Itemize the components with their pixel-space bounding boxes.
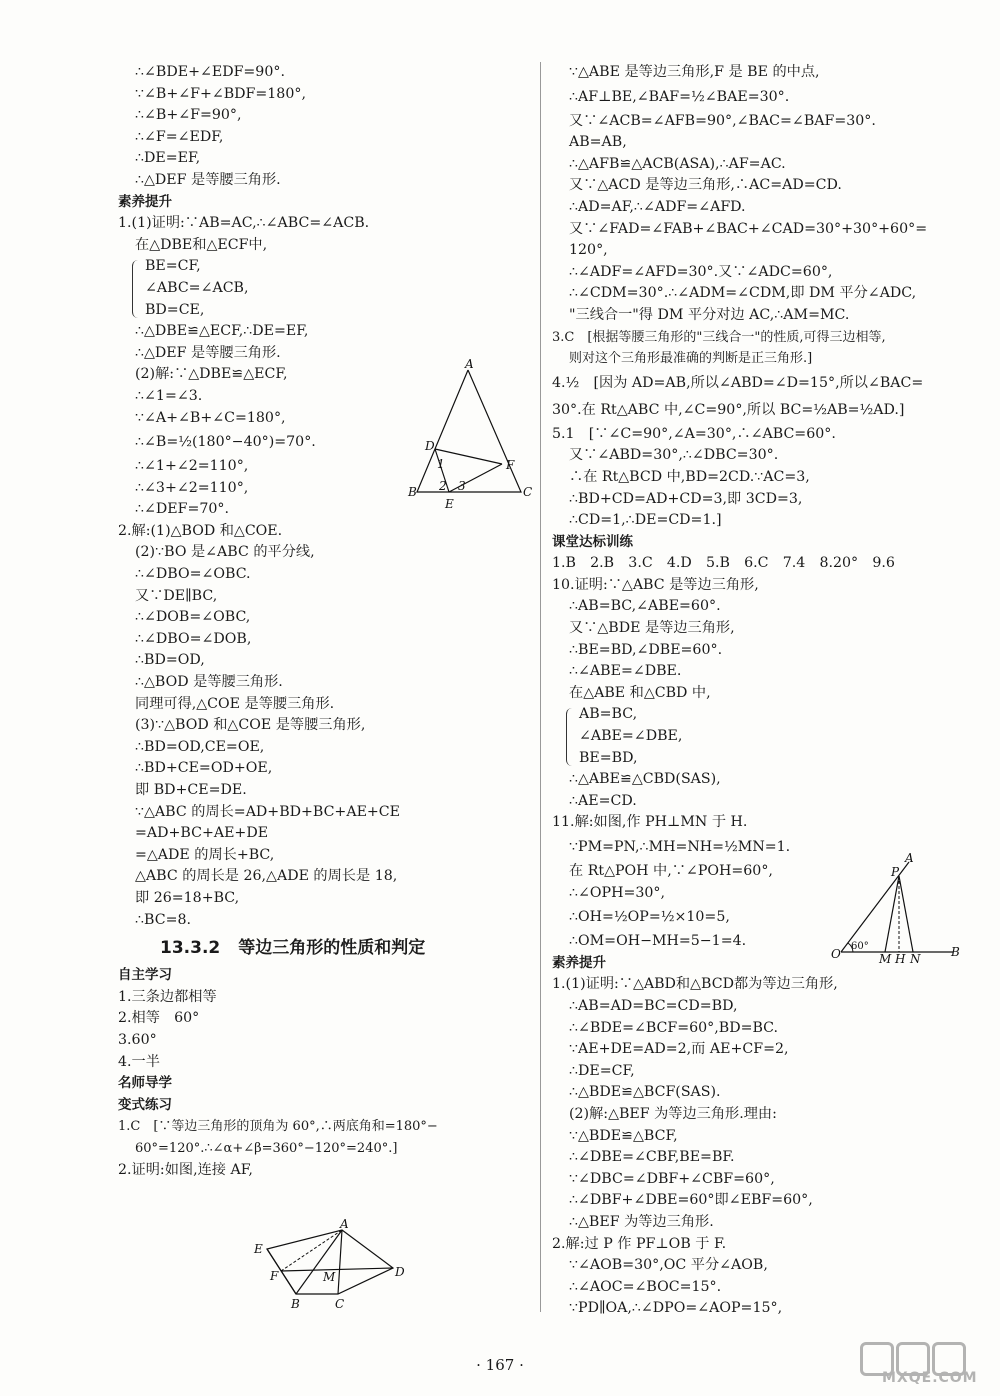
column-divider: [540, 62, 541, 1312]
label-d: D: [395, 1265, 405, 1279]
label-1: 1: [437, 457, 445, 471]
label-b: B: [951, 945, 960, 959]
text-line: ∴DE=EF,: [135, 150, 201, 167]
text-line: (2)解:∵△DBE≌△ECF,: [135, 366, 288, 383]
text-line: 60°=120°.∴∠α+∠β=360°−120°=240°.]: [135, 1140, 398, 1156]
text-line: 4.½ [因为 AD=AB,所以∠ABD=∠D=15°,所以∠BAC=: [552, 374, 924, 391]
text-line: ∴△DEF 是等腰三角形.: [135, 171, 281, 188]
label-m: M: [879, 952, 892, 963]
text-line: 5.1 [∵∠C=90°,∠A=30°,∴∠ABC=60°.: [552, 425, 836, 442]
label-d: D: [425, 439, 435, 453]
label-f: F: [270, 1269, 279, 1283]
text-line: 11.解:如图,作 PH⊥MN 于 H.: [552, 814, 748, 831]
page-number: · 167 ·: [476, 1356, 524, 1374]
label-3: 3: [458, 479, 466, 493]
text-line: 1.B 2.B 3.C 4.D 5.B 6.C 7.4 8.20° 9.6: [552, 555, 895, 572]
text-line: ∵PD∥OA,∴∠DPO=∠AOP=15°,: [569, 1300, 783, 1317]
text-line: ∴∠BDE+∠EDF=90°.: [135, 64, 285, 80]
text-line: ∴CD=1,∴DE=CD=1.]: [569, 512, 722, 529]
text-line: △ABC 的周长是 26,△ADE 的周长是 18,: [135, 868, 398, 885]
text-line: ∴AE=CD.: [569, 792, 637, 809]
text-line: 30°.在 Rt△ABC 中,∠C=90°,所以 BC=½AB=½AD.]: [552, 401, 905, 418]
label-c: C: [523, 485, 533, 499]
text-line: =AD+BC+AE+DE: [135, 825, 269, 842]
text-line: ∵△BDE≌△BCF,: [569, 1127, 678, 1144]
text-line: ∵△ABC 的周长=AD+BD+BC+AE+CE: [135, 803, 401, 820]
text-line: ∴BE=BD,∠DBE=60°.: [569, 641, 723, 658]
text-line: 1.(1)证明:∵AB=AC,∴∠ABC=∠ACB.: [118, 215, 370, 232]
text-line: 3.60°: [118, 1031, 157, 1048]
text-line: ∴AF⊥BE,∠BAF=½∠BAE=30°.: [569, 88, 790, 105]
left-column: [118, 62, 533, 1181]
label-o: O: [831, 947, 841, 961]
text-line: ∴∠B=½(180°−40°)=70°.: [135, 434, 316, 451]
text-line: 在 Rt△POH 中,∵∠POH=60°,: [569, 863, 773, 879]
text-line: 又∵∠ACB=∠AFB=90°,∠BAC=∠BAF=30°.: [569, 112, 876, 129]
text-line: ∴∠DOB=∠OBC,: [135, 609, 251, 626]
text-line: ∴∠1=∠3.: [135, 387, 203, 404]
text-line: 4.一半: [118, 1053, 160, 1070]
text-line: ∴∠ADF=∠AFD=30°.又∵∠ADC=60°,: [569, 263, 833, 280]
text-line: ∵AE+DE=AD=2,而 AE+CF=2,: [569, 1041, 789, 1058]
text-line: ∴∠AOC=∠BOC=15°.: [569, 1278, 722, 1295]
text-line: ∵∠A+∠B+∠C=180°,: [135, 409, 286, 426]
text-line: ∴∠DEF=70°.: [135, 501, 230, 518]
text-line: ∴∠DBF+∠DBE=60°即∠EBF=60°,: [569, 1192, 813, 1209]
equation-system: [552, 704, 964, 769]
text-line: 1.三条边都相等: [118, 988, 217, 1005]
text-line: ∵∠B+∠F+∠BDF=180°,: [135, 85, 306, 102]
text-line: (3)∵△BOD 和△COE 是等腰三角形,: [135, 717, 366, 734]
text-line: 在△ABE 和△CBD 中,: [569, 684, 711, 701]
text-line: ∴∠1+∠2=110°,: [135, 458, 249, 475]
watermark-logo: [860, 1342, 980, 1390]
text-line: AB=AB,: [569, 134, 627, 151]
text-line: 10.证明:∵△ABC 是等边三角形,: [552, 576, 759, 593]
section-heading: 素养提升: [118, 193, 172, 210]
section-title: [118, 931, 533, 965]
text-line: 3.C [根据等腰三角形的"三线合一"的性质,可得三边相等,: [552, 329, 886, 345]
label-a: A: [340, 1218, 349, 1231]
text-line: 2.解:(1)△BOD 和△COE.: [118, 522, 283, 539]
section-title-text: 等边三角形的性质和判定: [238, 938, 426, 959]
text-line: ∠ABC=∠ACB,: [145, 279, 249, 296]
text-line: BE=CF,: [145, 258, 201, 275]
section-heading: 自主学习: [118, 967, 172, 984]
text-line: ∴∠BDE=∠BCF=60°,BD=BC.: [569, 1019, 779, 1036]
label-n: N: [910, 952, 921, 963]
equation-system: [118, 256, 533, 321]
text-line: ∠ABE=∠DBE,: [579, 728, 683, 745]
text-line: 即 BD+CE=DE.: [135, 782, 247, 798]
text-line: 即 26=18+BC,: [135, 889, 240, 906]
geometry-figure-3: [825, 848, 965, 963]
text-line: ∵△ABE 是等边三角形,F 是 BE 的中点,: [569, 64, 820, 80]
text-line: ∴BD+CE=OD+OE,: [135, 760, 273, 777]
section-heading: 变式练习: [118, 1096, 172, 1113]
text-line: ∴BD=OD,: [135, 652, 205, 669]
text-line: ∴∠DBE=∠CBF,BE=BF.: [569, 1149, 735, 1166]
section-heading: 素养提升: [552, 954, 606, 971]
text-line: ∵∠DBC=∠DBF+∠CBF=60°,: [569, 1170, 775, 1187]
text-line: BE=BD,: [579, 749, 638, 766]
text-line: ∴△DBE≌△ECF,∴DE=EF,: [135, 323, 309, 340]
text-line: 1.C [∵等边三角形的顶角为 60°,∴两底角和=180°−: [118, 1119, 438, 1135]
text-line: ∴△ABE≌△CBD(SAS),: [569, 771, 721, 788]
text-line: ∴BC=8.: [135, 911, 191, 928]
label-m: M: [323, 1270, 336, 1284]
label-e: E: [254, 1242, 263, 1256]
text-line: ∴△BOD 是等腰三角形.: [135, 674, 283, 691]
text-line: ∴∠ABE=∠DBE.: [569, 663, 682, 680]
text-line: 2.相等 60°: [118, 1010, 200, 1027]
text-line: 又∵DE∥BC,: [135, 587, 218, 604]
text-line: ∴AB=AD=BC=CD=BD,: [569, 997, 738, 1014]
text-line: ∴AD=AF,∴∠ADF=∠AFD.: [569, 198, 746, 215]
text-line: (2)∵BO 是∠ABC 的平分线,: [135, 544, 315, 561]
label-a: A: [465, 358, 474, 371]
text-line: 又∵∠FAD=∠FAB+∠BAC+∠CAD=30°+30°+60°=: [569, 220, 928, 237]
label-p: P: [891, 865, 900, 879]
text-line: ∴∠CDM=30°.∴∠ADM=∠CDM,即 DM 平分∠ADC,: [569, 285, 917, 302]
label-2: 2: [439, 479, 447, 493]
label-h: H: [895, 952, 906, 963]
triangle-figure-1: [405, 358, 535, 518]
text-line: ∴∠DBO=∠DOB,: [135, 630, 252, 647]
text-line: ∴∠OPH=30°,: [569, 884, 666, 901]
text-line: (2)解:△BEF 为等边三角形.理由:: [569, 1105, 777, 1122]
text-line: ∴在 Rt△BCD 中,BD=2CD.∵AC=3,: [569, 468, 810, 485]
text-line: 又∵△ACD 是等边三角形,∴AC=AD=CD.: [569, 177, 842, 194]
label-angle: 60°: [851, 941, 869, 952]
text-line: 2.证明:如图,连接 AF,: [118, 1161, 253, 1178]
section-heading: 名师导学: [118, 1075, 172, 1092]
label-a: A: [905, 851, 914, 865]
text-line: ∴OM=OH−MH=5−1=4.: [569, 933, 747, 950]
text-line: AB=BC,: [579, 706, 638, 723]
text-line: ∴DE=CF,: [569, 1062, 635, 1079]
text-line: 2.解:过 P 作 PF⊥OB 于 F.: [552, 1235, 727, 1252]
label-b: B: [291, 1297, 300, 1311]
text-line: ∴BD+CD=AD+CD=3,即 3CD=3,: [569, 490, 803, 507]
text-line: ∴∠3+∠2=110°,: [135, 479, 249, 496]
right-column: [552, 62, 964, 1320]
text-line: 在△DBE和△ECF中,: [135, 236, 268, 253]
text-line: ∴△DEF 是等腰三角形.: [135, 344, 281, 361]
text-line: ∴△AFB≌△ACB(ASA),∴AF=AC.: [569, 155, 786, 172]
text-line: 120°,: [569, 242, 608, 259]
label-b: B: [408, 485, 417, 499]
watermark-text: MXQE.COM: [882, 1370, 978, 1386]
text-line: BD=CE,: [145, 301, 205, 318]
label-f: F: [506, 458, 515, 472]
text-line: =△ADE 的周长+BC,: [135, 846, 275, 863]
text-line: ∴OH=½OP=½×10=5,: [569, 909, 730, 926]
geometry-figure-2: [245, 1218, 415, 1313]
text-line: ∴△BEF 为等边三角形.: [569, 1213, 714, 1230]
section-number: 13.3.2: [160, 938, 221, 959]
text-line: 同理可得,△COE 是等腰三角形.: [135, 695, 335, 712]
text-line: 又∵△BDE 是等边三角形,: [569, 620, 735, 637]
text-line: ∴∠B+∠F=90°,: [135, 107, 242, 124]
text-line: 则对这个三角形最准确的判断是正三角形.]: [569, 351, 813, 367]
text-line: ∵PM=PN,∴MH=NH=½MN=1.: [569, 839, 791, 855]
text-line: ∴∠F=∠EDF,: [135, 128, 224, 145]
text-line: ∴BD=OD,CE=OE,: [135, 738, 265, 755]
text-line: ∴△BDE≌△BCF(SAS).: [569, 1084, 721, 1101]
text-line: ∴∠DBO=∠OBC.: [135, 566, 251, 583]
label-c: C: [335, 1297, 345, 1311]
text-line: ∵∠AOB=30°,OC 平分∠AOB,: [569, 1257, 768, 1274]
label-e: E: [445, 497, 454, 511]
text-line: ∴AB=BC,∠ABE=60°.: [569, 598, 721, 615]
text-line: 1.(1)证明:∵△ABD和△BCD都为等边三角形,: [552, 976, 838, 993]
text-line: 又∵∠ABD=30°,∴∠DBC=30°.: [569, 447, 779, 464]
text-line: "三线合一"得 DM 平分对边 AC,∴AM=MC.: [569, 306, 850, 323]
section-heading: 课堂达标训练: [552, 533, 633, 550]
